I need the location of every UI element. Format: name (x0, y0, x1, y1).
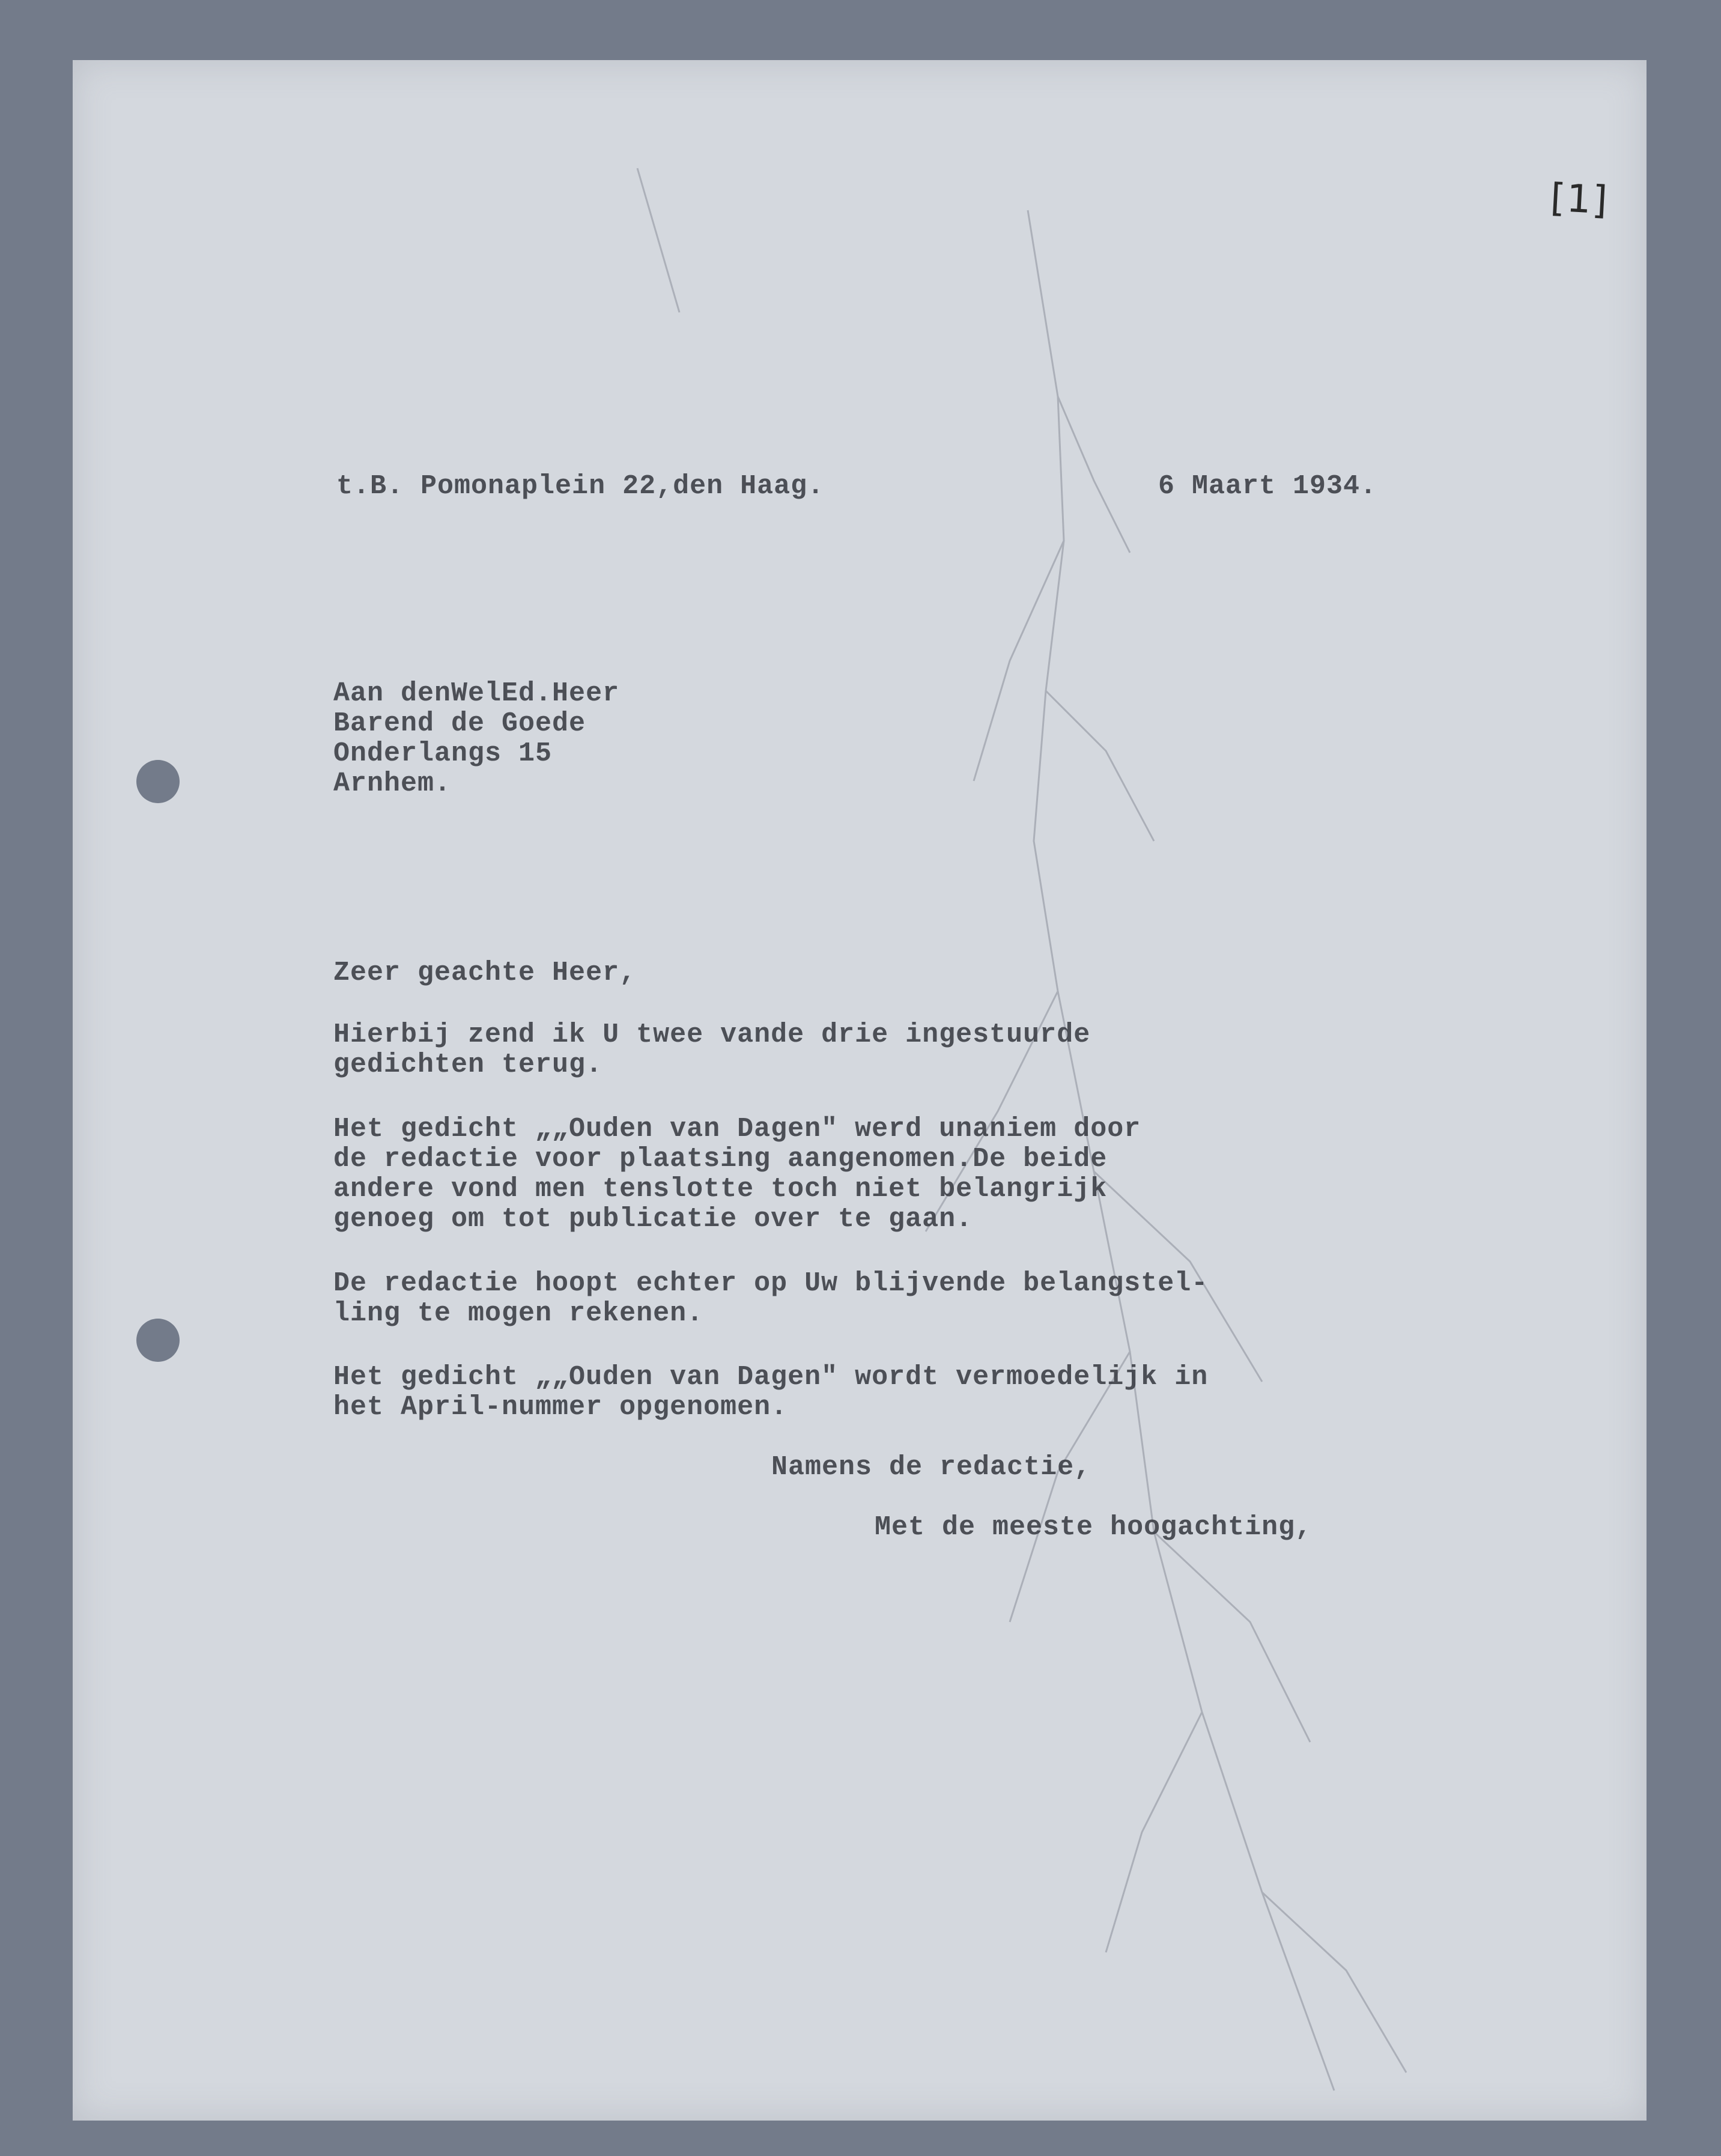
recipient-line: Aan denWelEd.Heer (333, 678, 620, 709)
salutation: Zeer geachte Heer, (333, 958, 637, 988)
sender-address: t.B. Pomonaplein 22,den Haag. (336, 471, 825, 502)
body-line: de redactie voor plaatsing aangenomen.De beide (333, 1144, 1108, 1174)
body-line: het April-nummer opgenomen. (333, 1392, 788, 1423)
recipient-line: Onderlangs 15 (333, 738, 553, 769)
body-line: gedichten terug. (333, 1049, 603, 1080)
body-line: andere vond men tenslotte toch niet belangrijk (333, 1174, 1108, 1204)
closing-regards: Met de meeste hoogachting, (875, 1512, 1313, 1543)
body-line: Hierbij zend ik U twee vande drie ingestuurde (333, 1019, 1091, 1050)
body-line: Het gedicht „„Ouden van Dagen" wordt vermoedelijk in (333, 1362, 1209, 1392)
recipient-line: Arnhem. (333, 768, 452, 799)
punch-hole-top (136, 760, 180, 803)
body-line: Het gedicht „„Ouden van Dagen" werd unaniem door (333, 1114, 1141, 1144)
body-line: De redactie hoopt echter op Uw blijvende belangstel- (333, 1268, 1209, 1299)
letter-sheet (73, 60, 1647, 2121)
body-line: ling te mogen rekenen. (333, 1298, 704, 1329)
punch-hole-bottom (136, 1319, 180, 1362)
paper-crack-texture (73, 60, 1647, 2121)
recipient-line: Barend de Goede (333, 708, 586, 739)
letter-date: 6 Maart 1934. (1158, 471, 1377, 502)
closing-on-behalf: Namens de redactie, (771, 1452, 1091, 1483)
archive-number-mark: [1] (1549, 175, 1610, 223)
body-line: genoeg om tot publicatie over te gaan. (333, 1204, 973, 1234)
